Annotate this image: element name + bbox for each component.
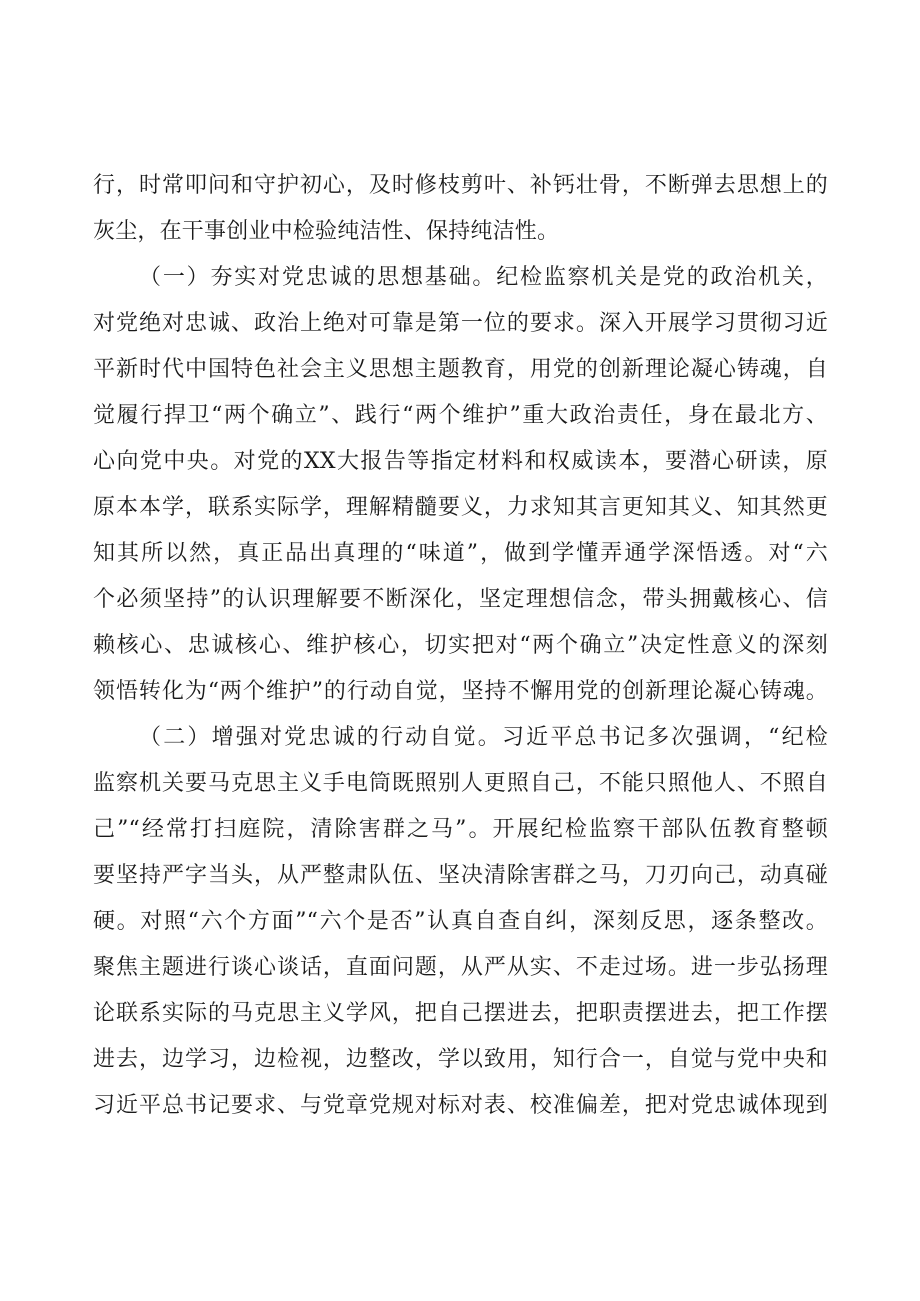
text-line: 赖核心、忠诚核心、维护核心，切实把对“两个确立”决定性意义的深刻 xyxy=(93,633,828,658)
text-line: 平新时代中国特色社会主义思想主题教育，用党的创新理论凝心铸魂，自 xyxy=(93,357,828,382)
text-line: 心向党中央。对党的XX大报告等指定材料和权威读本，要潜心研读，原 xyxy=(93,449,828,474)
text-line: 知其所以然，真正品出真理的“味道”，做到学懂弄通学深悟透。对“六 xyxy=(93,541,828,566)
text-line: 领悟转化为“两个维护”的行动自觉，坚持不懈用党的创新理论凝心铸魂。 xyxy=(93,679,828,704)
paragraph-heading-2: （二）增强对党忠诚的行动自觉。习近平总书记多次强调，“纪检 xyxy=(139,725,828,750)
text-line: 灰尘，在干事创业中检验纯洁性、保持纯洁性。 xyxy=(93,219,560,244)
text-line: 己”“经常打扫庭院，清除害群之马”。开展纪检监察干部队伍教育整顿 xyxy=(93,817,828,842)
text-line: 对党绝对忠诚、政治上绝对可靠是第一位的要求。深入开展学习贯彻习近 xyxy=(93,311,828,336)
paragraph-heading-1: （一）夯实对党忠诚的思想基础。纪检监察机关是党的政治机关， xyxy=(139,265,828,290)
text-line: 要坚持严字当头，从严整肃队伍、坚决清除害群之马，刀刃向己，动真碰 xyxy=(93,863,828,888)
text-line: 聚焦主题进行谈心谈话，直面问题，从严从实、不走过场。进一步弘扬理 xyxy=(93,955,828,980)
text-line: 行，时常叩问和守护初心，及时修枝剪叶、补钙壮骨，不断弹去思想上的 xyxy=(93,173,828,198)
text-line: 个必须坚持”的认识理解要不断深化，坚定理想信念，带头拥戴核心、信 xyxy=(93,587,828,612)
text-line: 进去，边学习，边检视，边整改，学以致用，知行合一，自觉与党中央和 xyxy=(93,1047,828,1072)
text-line: 论联系实际的马克思主义学风，把自己摆进去，把职责摆进去，把工作摆 xyxy=(93,1001,828,1026)
text-line: 硬。对照“六个方面”“六个是否”认真自查自纠，深刻反思，逐条整改。 xyxy=(93,909,828,934)
text-line: 习近平总书记要求、与党章党规对标对表、校准偏差，把对党忠诚体现到 xyxy=(93,1093,828,1118)
text-line: 觉履行捍卫“两个确立”、践行“两个维护”重大政治责任，身在最北方、 xyxy=(93,403,828,428)
text-line: 监察机关要马克思主义手电筒既照别人更照自己，不能只照他人、不照自 xyxy=(93,771,828,796)
text-line: 原本本学，联系实际学，理解精髓要义，力求知其言更知其义、知其然更 xyxy=(93,495,828,520)
